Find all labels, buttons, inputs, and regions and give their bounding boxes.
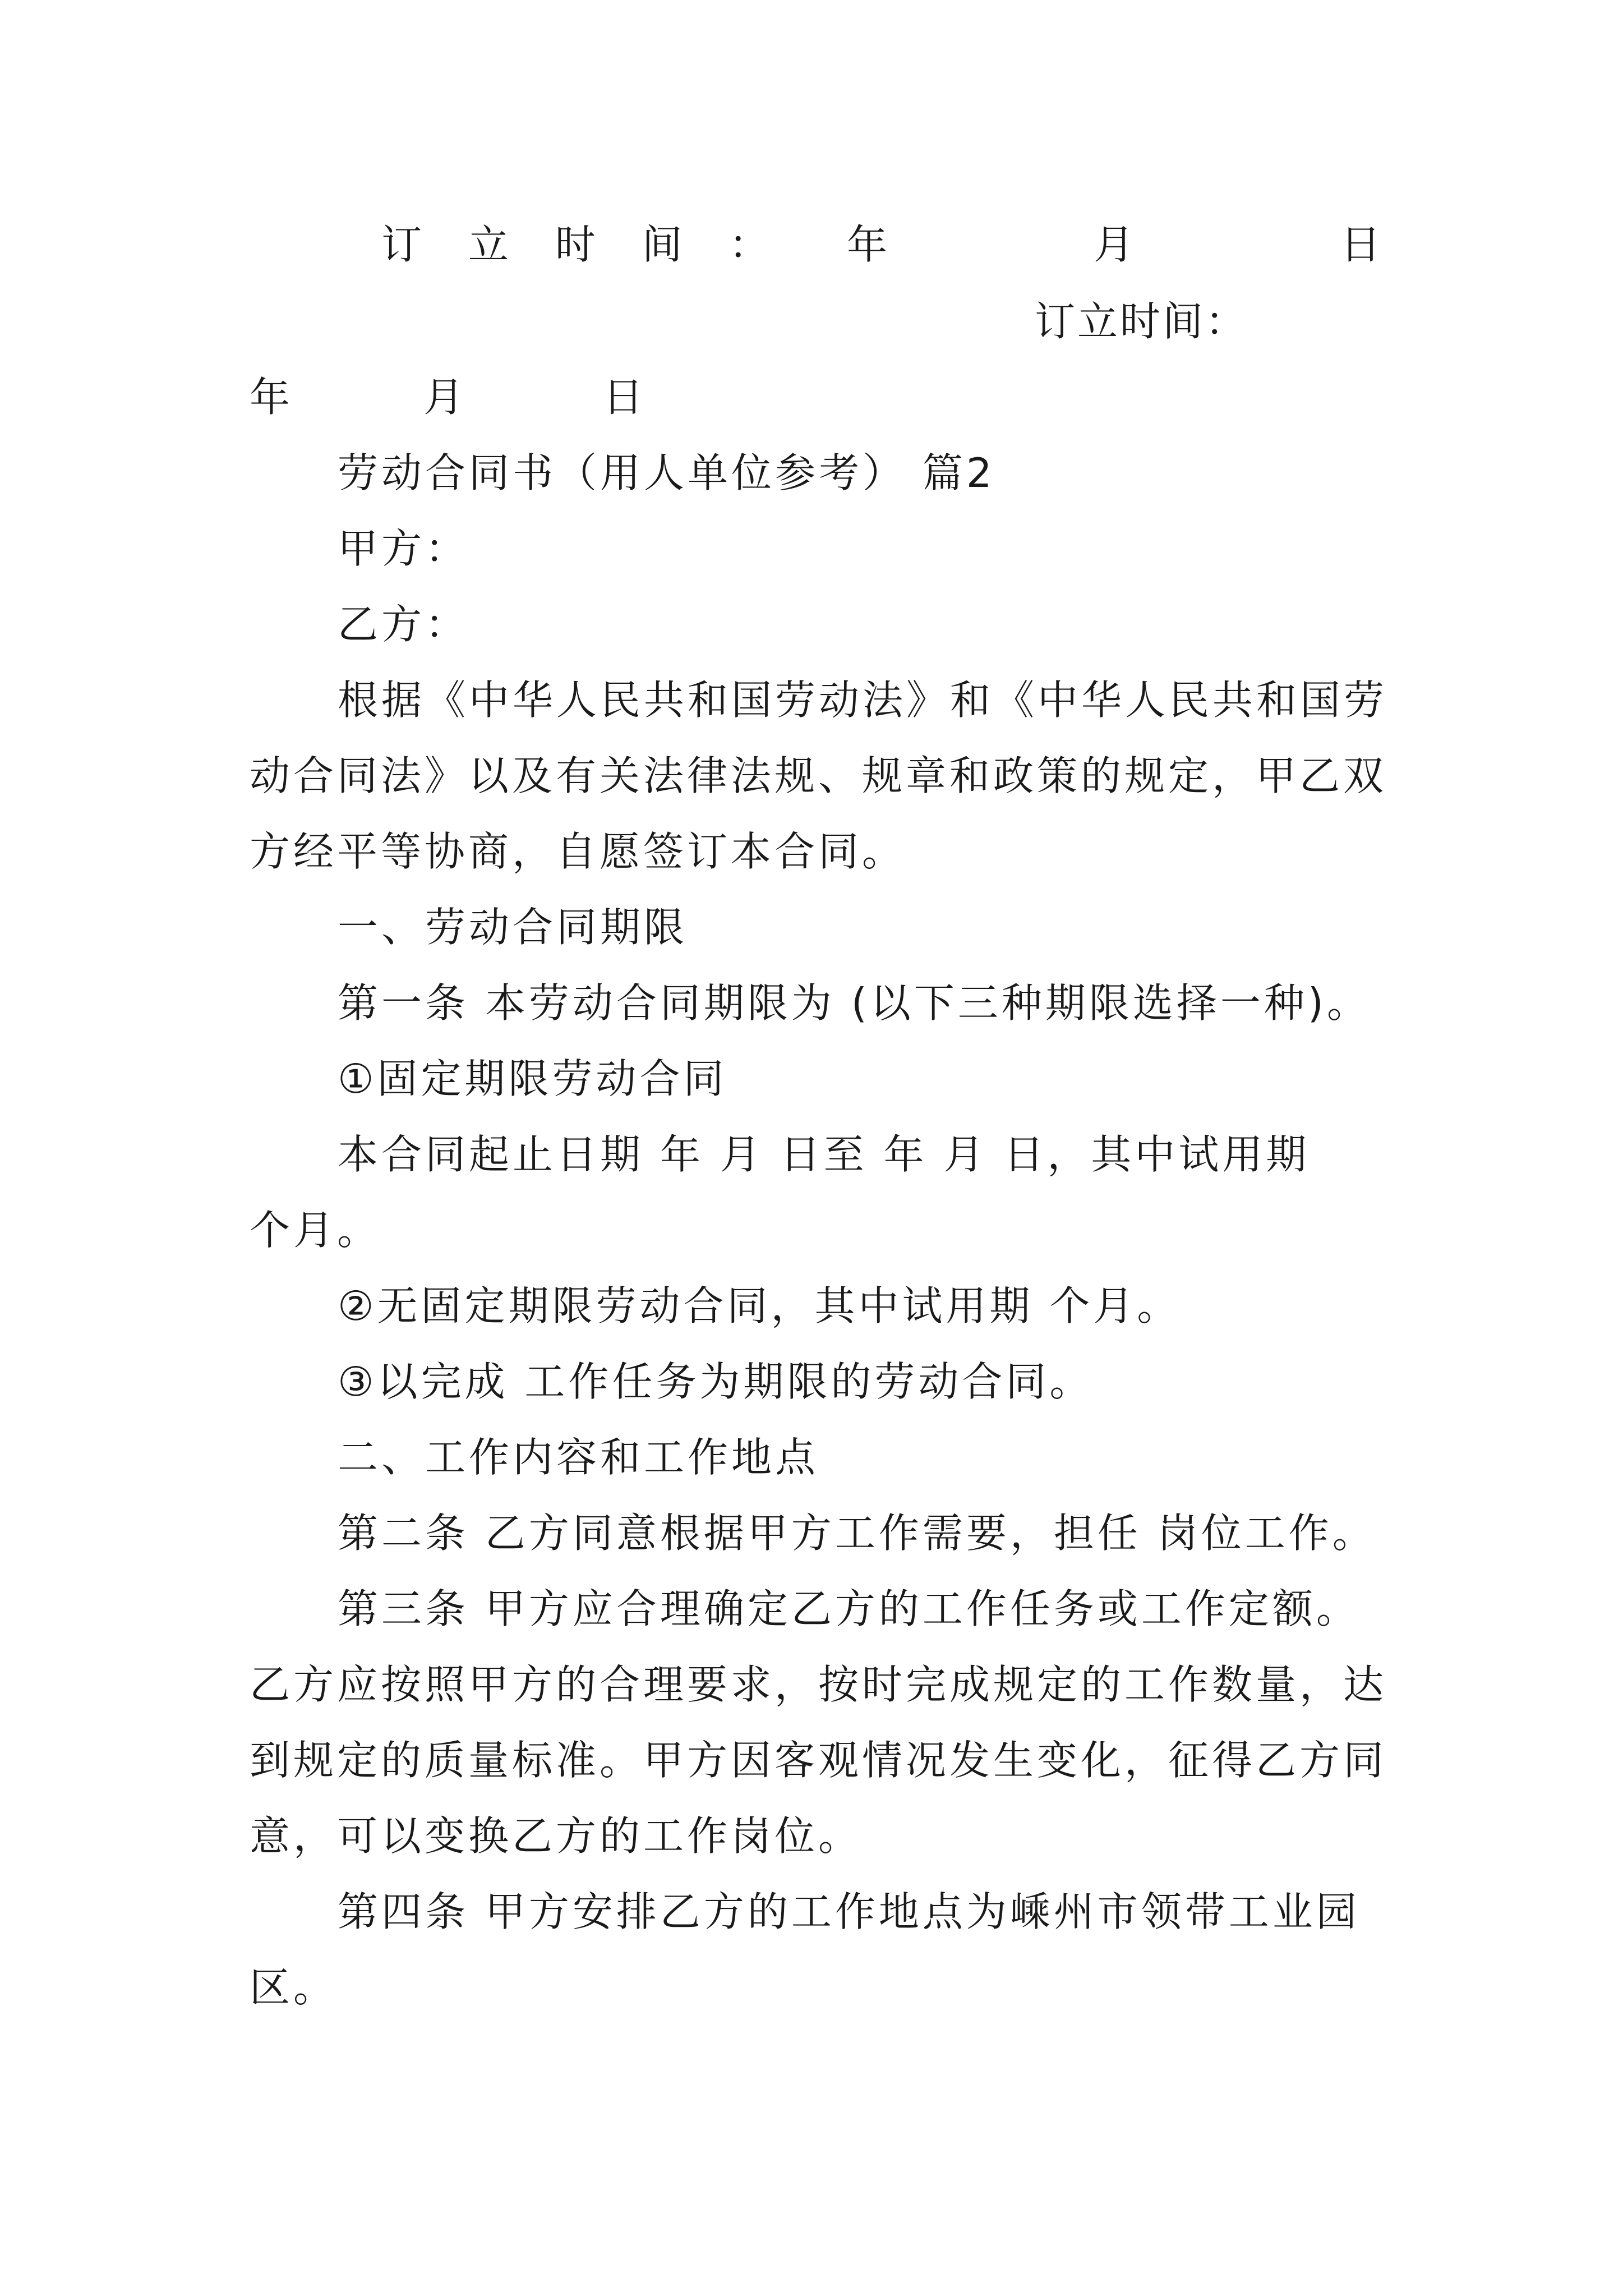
option-1-detail-line-2: 个月。 bbox=[250, 1207, 381, 1254]
signing-month-1: 月 bbox=[1094, 221, 1135, 268]
document-heading: 劳动合同书（用人单位参考） 篇2 bbox=[338, 449, 995, 496]
option-1-detail-line-1: 本合同起止日期 年 月 日至 年 月 日，其中试用期 bbox=[338, 1131, 1310, 1178]
signing-time-label-2: 订立时间： bbox=[1035, 298, 1248, 345]
preamble-line-1: 根据《中华人民共和国劳动法》和《中华人民共和国劳 bbox=[338, 677, 1388, 724]
article-3-line-3: 到规定的质量标准。甲方因客观情况发生变化，征得乙方同 bbox=[250, 1737, 1387, 1784]
signing-year-2: 年 bbox=[250, 374, 291, 421]
article-4-line-1: 第四条 甲方安排乙方的工作地点为嵊州市领带工业园 bbox=[338, 1888, 1360, 1935]
signing-time-label-1: 订 立 时 间 ： bbox=[381, 221, 786, 268]
option-3: ③以完成 工作任务为期限的劳动合同。 bbox=[338, 1358, 1094, 1405]
article-3-line-1: 第三条 甲方应合理确定乙方的工作任务或工作定额。 bbox=[338, 1585, 1360, 1632]
party-a-label: 甲方： bbox=[338, 525, 469, 572]
party-b-label: 乙方： bbox=[338, 601, 469, 648]
article-1: 第一条 本劳动合同期限为 (以下三种期限选择一种)。 bbox=[338, 979, 1371, 1027]
section-1-heading: 一、劳动合同期限 bbox=[338, 904, 688, 951]
preamble-line-2: 动合同法》以及有关法律法规、规章和政策的规定，甲乙双 bbox=[250, 752, 1387, 799]
signing-month-2: 月 bbox=[423, 374, 464, 421]
option-2: ②无固定期限劳动合同，其中试用期 个月。 bbox=[338, 1282, 1181, 1329]
article-3-line-2: 乙方应按照甲方的合理要求，按时完成规定的工作数量，达 bbox=[250, 1661, 1387, 1708]
signing-day-1: 日 bbox=[1340, 221, 1381, 268]
article-2: 第二条 乙方同意根据甲方工作需要，担任 岗位工作。 bbox=[338, 1510, 1376, 1557]
preamble-line-3: 方经平等协商，自愿签订本合同。 bbox=[250, 828, 906, 875]
article-4-line-2: 区。 bbox=[250, 1964, 338, 2011]
article-3-line-4: 意，可以变换乙方的工作岗位。 bbox=[250, 1812, 863, 1860]
option-1: ①固定期限劳动合同 bbox=[338, 1055, 727, 1102]
section-2-heading: 二、工作内容和工作地点 bbox=[338, 1434, 819, 1481]
signing-day-2: 日 bbox=[603, 374, 644, 421]
signing-year-1: 年 bbox=[847, 221, 888, 268]
